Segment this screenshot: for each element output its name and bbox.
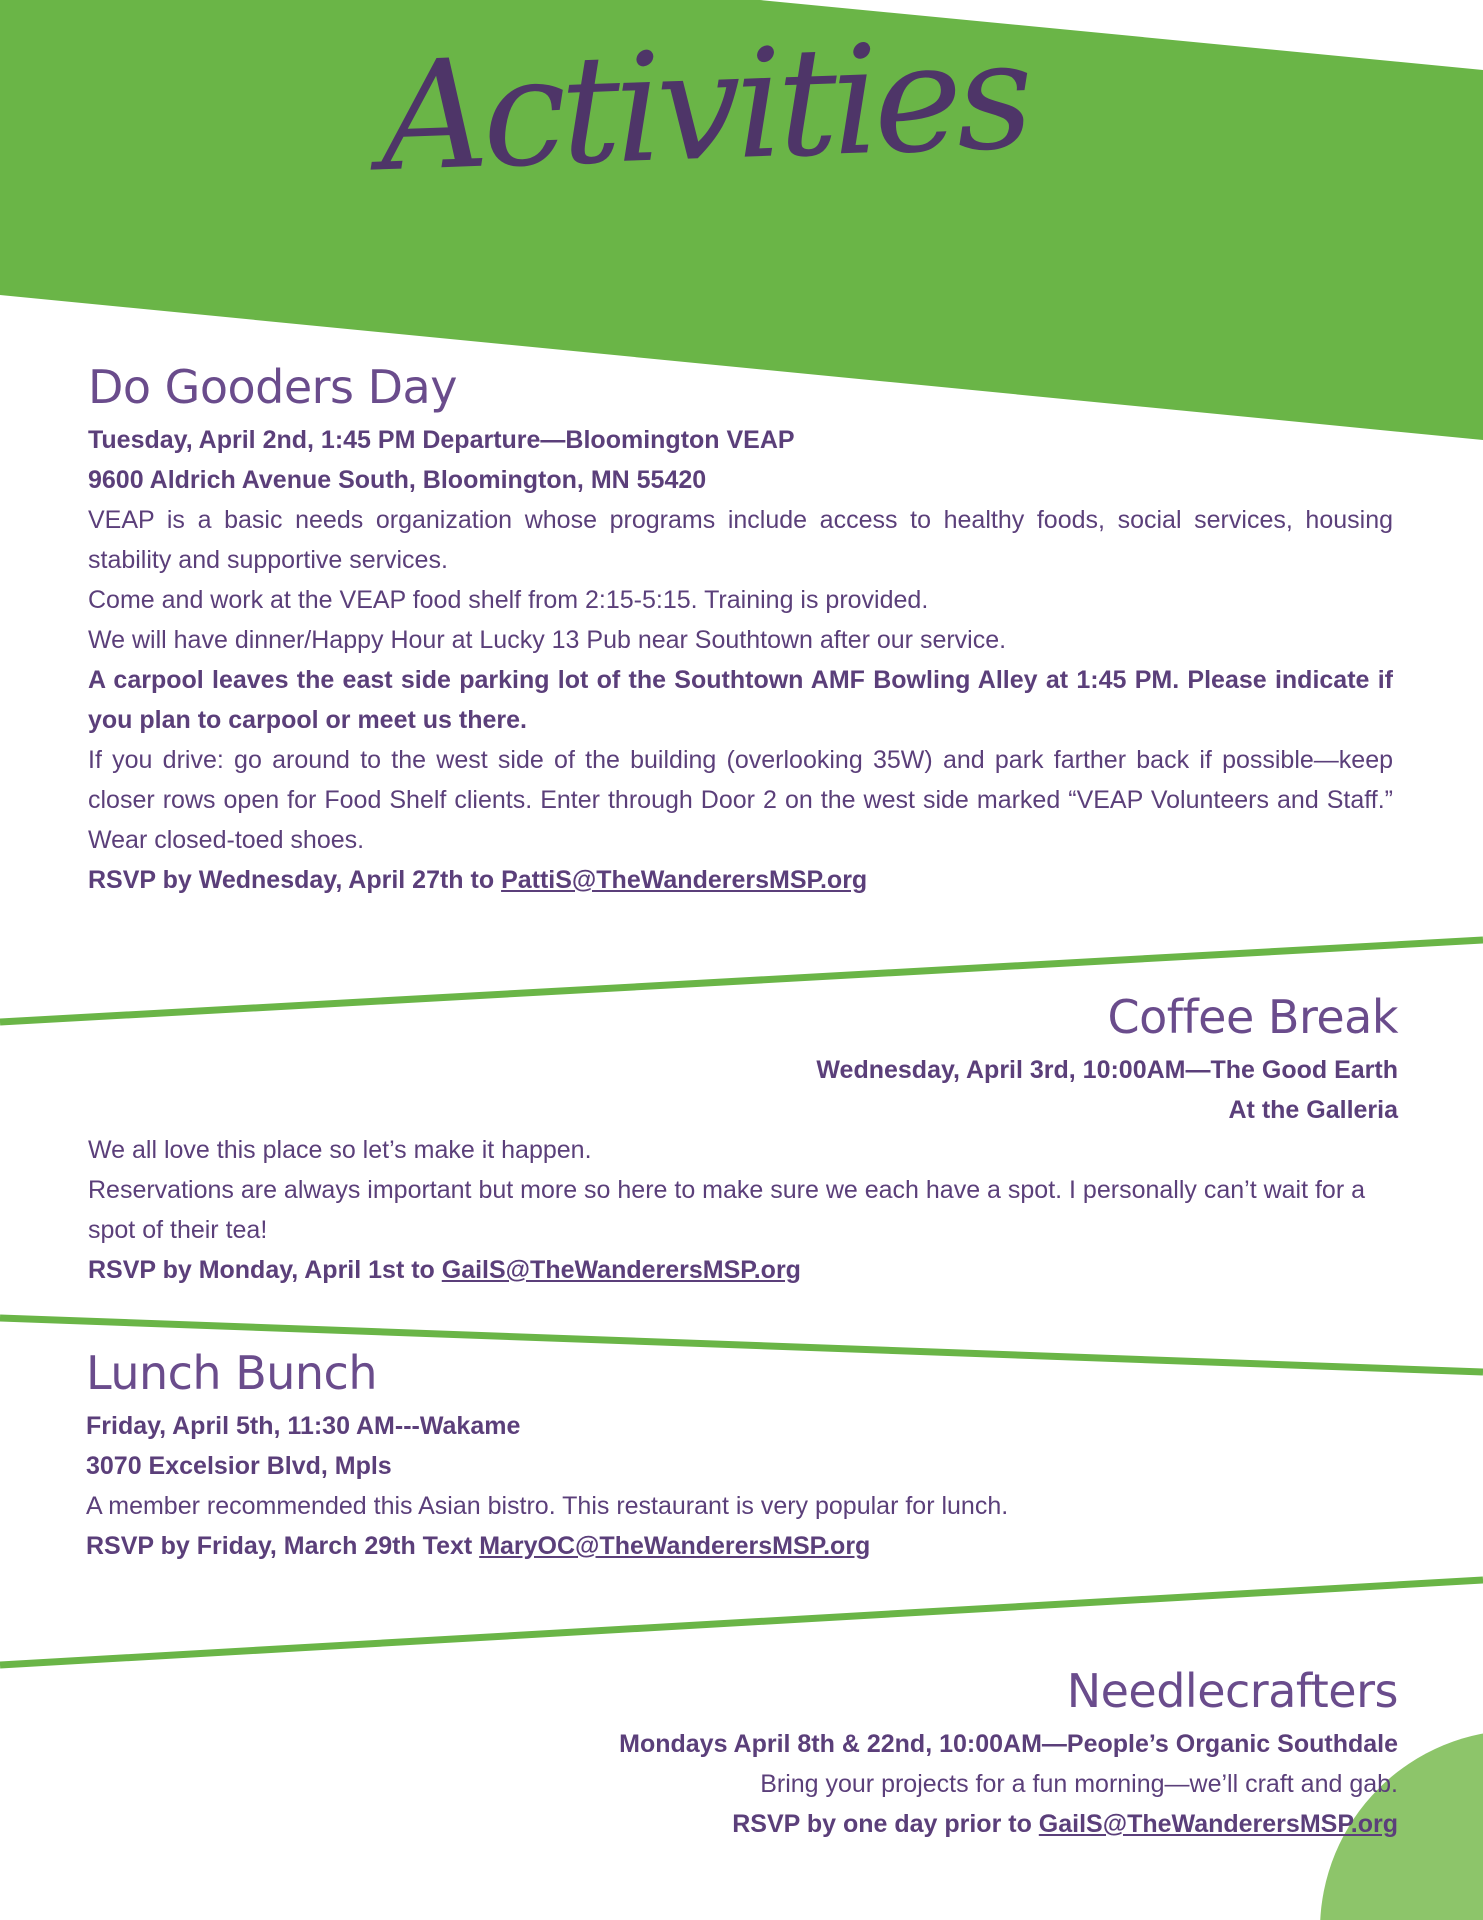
- rsvp-text: RSVP by Friday, March 29th Text: [86, 1532, 480, 1560]
- description-paragraph: We will have dinner/Happy Hour at Lucky 13 Pub near Southtown after our service.: [88, 626, 1007, 654]
- event-date-line: Wednesday, April 3rd, 10:00AM—The Good Earth: [816, 1056, 1398, 1084]
- rsvp-email-link[interactable]: GailS@TheWanderersMSP.org: [1038, 1810, 1398, 1838]
- section-heading: Coffee Break: [1107, 990, 1398, 1044]
- carpool-note: A carpool leaves the east side parking lot of the Southtown AMF Bowling Alley at 1:45 PM. Please indicate if you plan to carpool or meet us there.: [88, 666, 1393, 734]
- page-title: Activities: [377, 8, 1031, 206]
- coffee-body-block: [88, 1130, 1388, 1290]
- description-paragraph: Bring your projects for a fun morning—we’ll craft and gab.: [760, 1770, 1398, 1798]
- rsvp-email-link[interactable]: PattiS@TheWanderersMSP.org: [501, 866, 868, 894]
- description-paragraph: We all love this place so let’s make it happen.: [88, 1136, 592, 1164]
- section-heading: Do Gooders Day: [88, 360, 457, 414]
- section-coffee-break: [88, 990, 1398, 1290]
- driving-instructions: If you drive: go around to the west side of the building (overlooking 35W) and park farther back if possible—keep closer rows open for Food Shelf clients. Enter through Door 2 on the west side marked “VEAP Volunteers and Staff.” Wear closed-toed shoes.: [88, 746, 1393, 854]
- description-paragraph: Reservations are always important but more so here to make sure we each have a spot. I personally can’t wait for a spot of their tea!: [88, 1176, 1366, 1244]
- section-lunch-bunch: [86, 1346, 1386, 1566]
- event-date-line: Tuesday, April 2nd, 1:45 PM Departure—Bloomington VEAP: [88, 426, 795, 454]
- description-paragraph: VEAP is a basic needs organization whose programs include access to healthy foods, social services, housing stability and supportive services.: [88, 506, 1393, 574]
- event-date-line: Mondays April 8th & 22nd, 10:00AM—People’s Organic Southdale: [619, 1730, 1398, 1758]
- event-location: At the Galleria: [1228, 1096, 1398, 1124]
- coffee-header-block: [88, 990, 1398, 1130]
- rsvp-line: [86, 1526, 1386, 1566]
- rsvp-text: RSVP by Wednesday, April 27th to: [88, 866, 502, 894]
- rsvp-line: [400, 1804, 1398, 1844]
- rsvp-email-link[interactable]: GailS@TheWanderersMSP.org: [441, 1256, 801, 1284]
- rsvp-text: RSVP by Monday, April 1st to: [88, 1256, 442, 1284]
- rsvp-line: [88, 1250, 1388, 1290]
- event-date-line: Friday, April 5th, 11:30 AM---Wakame: [86, 1412, 521, 1440]
- description-paragraph: Come and work at the VEAP food shelf from 2:15-5:15. Training is provided.: [88, 586, 929, 614]
- section-heading: Needlecrafters: [1066, 1664, 1398, 1718]
- divider-line: [0, 1580, 1483, 1665]
- section-heading: Lunch Bunch: [86, 1346, 378, 1400]
- description-paragraph: A member recommended this Asian bistro. This restaurant is very popular for lunch.: [86, 1492, 1009, 1520]
- event-address: 3070 Excelsior Blvd, Mpls: [86, 1452, 392, 1480]
- event-address: 9600 Aldrich Avenue South, Bloomington, MN 55420: [88, 466, 707, 494]
- rsvp-line: [88, 860, 1393, 900]
- section-needlecrafters: [400, 1664, 1398, 1844]
- rsvp-email-link[interactable]: MaryOC@TheWanderersMSP.org: [479, 1532, 871, 1560]
- rsvp-text: RSVP by one day prior to: [732, 1810, 1039, 1838]
- section-do-gooders-day: [88, 360, 1393, 900]
